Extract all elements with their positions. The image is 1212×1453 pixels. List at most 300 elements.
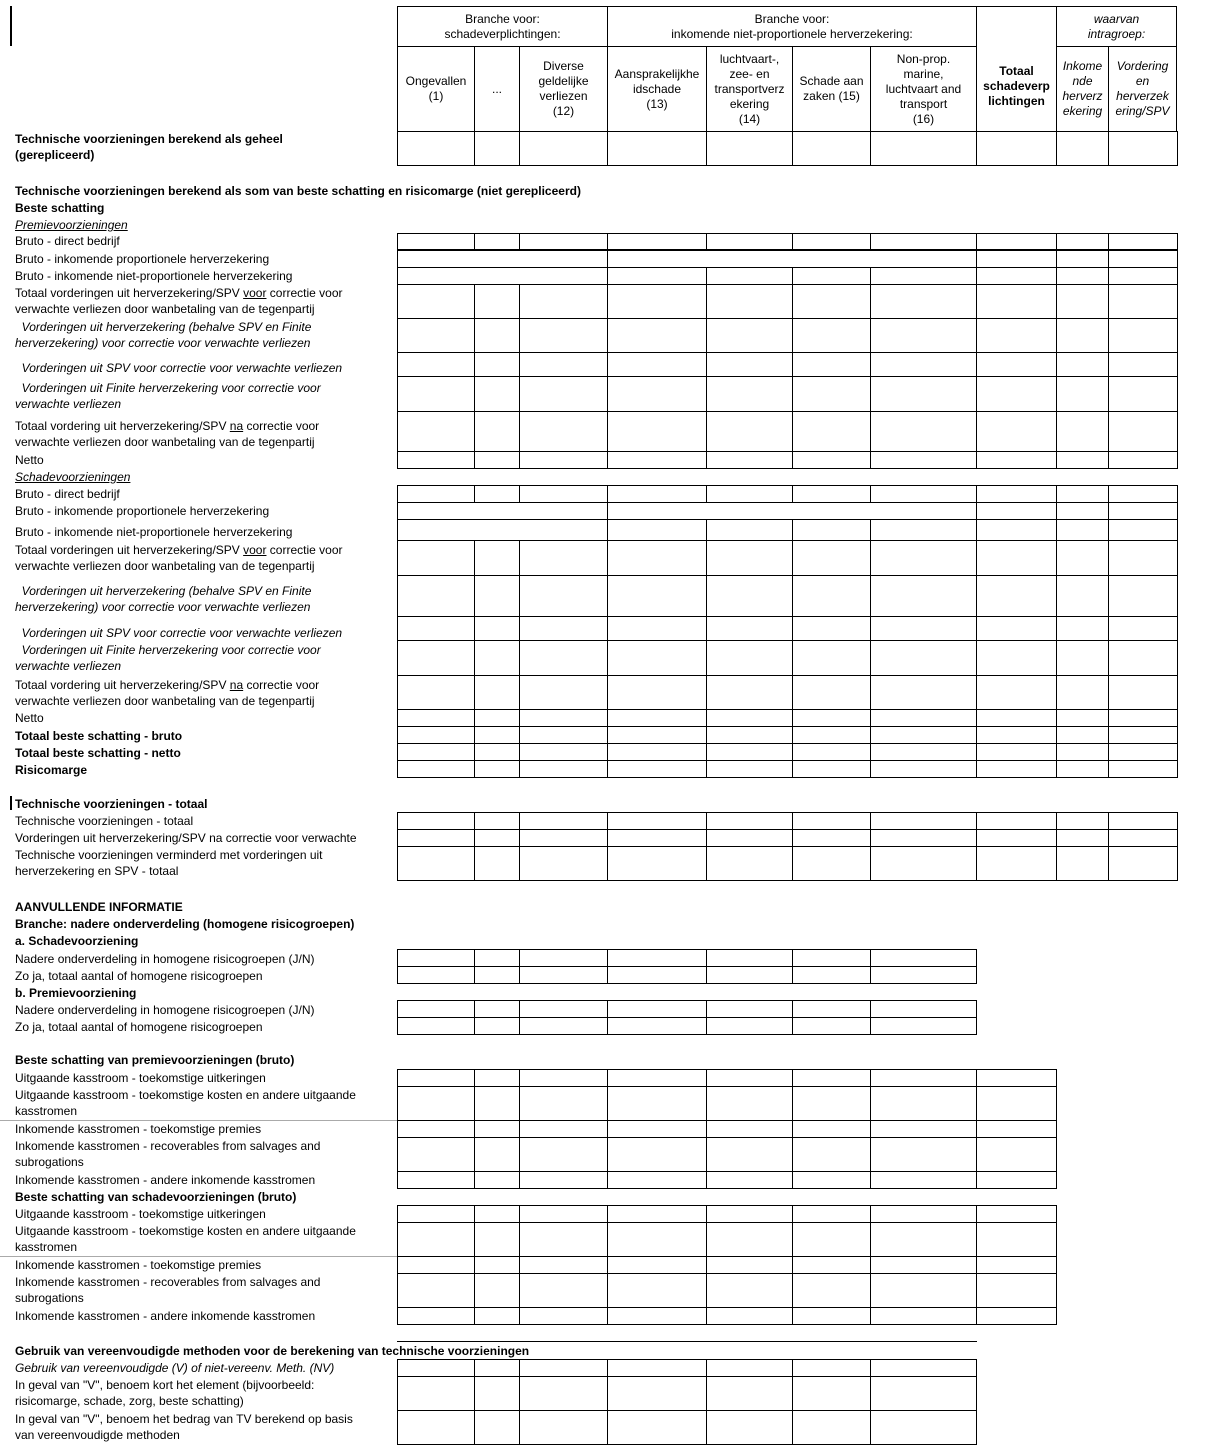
input-cell[interactable] [397,451,475,469]
input-cell[interactable] [1056,352,1109,377]
input-cell[interactable] [474,949,520,967]
input-cell[interactable] [607,1000,707,1018]
input-cell[interactable] [870,760,977,778]
input-cell[interactable] [607,131,707,166]
input-cell[interactable] [1108,726,1178,744]
input-cell[interactable] [474,616,520,641]
input-cell[interactable] [397,411,475,452]
input-cell[interactable] [792,1359,871,1377]
input-cell[interactable] [519,540,608,576]
input-cell[interactable] [870,829,977,847]
input-cell[interactable] [706,1307,793,1325]
input-cell[interactable] [397,1000,475,1018]
input-cell[interactable] [474,1256,520,1274]
input-cell[interactable] [792,640,871,676]
input-cell[interactable] [397,131,475,166]
input-cell[interactable] [870,1000,977,1018]
input-cell[interactable] [792,1069,871,1087]
input-cell[interactable] [397,284,475,319]
input-cell[interactable] [1108,502,1178,520]
input-cell[interactable] [792,540,871,576]
input-cell[interactable] [870,233,977,250]
input-cell[interactable] [1108,575,1178,617]
input-cell[interactable] [706,709,793,727]
input-cell[interactable] [870,318,977,353]
input-cell[interactable] [474,575,520,617]
input-cell[interactable] [1056,451,1109,469]
input-cell[interactable] [519,233,608,250]
input-cell[interactable] [607,376,707,412]
input-cell[interactable] [792,411,871,452]
input-cell[interactable] [1056,675,1109,710]
input-cell[interactable] [607,575,707,617]
input-cell[interactable] [474,1086,520,1121]
input-cell[interactable] [607,1069,707,1087]
input-cell[interactable] [1108,352,1178,377]
input-cell[interactable] [706,519,793,541]
input-cell[interactable] [870,1069,977,1087]
input-cell[interactable] [1056,485,1109,503]
input-cell[interactable] [474,726,520,744]
input-cell[interactable] [792,726,871,744]
input-cell[interactable] [397,376,475,412]
input-cell[interactable] [519,743,608,761]
input-cell[interactable] [1056,640,1109,676]
input-cell[interactable] [1108,616,1178,641]
input-cell[interactable] [792,575,871,617]
input-cell[interactable] [1108,451,1178,469]
input-cell[interactable] [1056,616,1109,641]
input-cell[interactable] [870,1120,977,1138]
input-cell[interactable] [397,1410,475,1445]
input-cell[interactable] [792,485,871,503]
input-cell[interactable] [397,485,475,503]
input-cell[interactable] [870,1376,977,1411]
input-cell[interactable] [976,131,1057,166]
input-cell[interactable] [1056,411,1109,452]
input-cell[interactable] [519,451,608,469]
input-cell[interactable] [607,709,707,727]
input-cell[interactable] [976,1307,1057,1325]
input-cell[interactable] [792,1000,871,1018]
input-cell[interactable] [870,1256,977,1274]
input-cell[interactable] [792,1171,871,1189]
input-cell[interactable] [706,451,793,469]
input-cell[interactable] [706,1273,793,1308]
input-cell[interactable] [474,1376,520,1411]
input-cell[interactable] [397,352,475,377]
input-cell[interactable] [976,616,1057,641]
input-cell[interactable] [792,1120,871,1138]
input-cell[interactable] [1108,829,1178,847]
input-cell[interactable] [519,1222,608,1257]
input-cell[interactable] [607,318,707,353]
input-cell[interactable] [1056,284,1109,319]
input-cell[interactable] [607,966,707,984]
input-cell[interactable] [706,485,793,503]
input-cell[interactable] [474,1410,520,1445]
input-cell[interactable] [706,131,793,166]
input-cell[interactable] [870,352,977,377]
input-cell[interactable] [976,846,1057,881]
input-cell[interactable] [519,131,608,166]
input-cell[interactable] [607,233,707,250]
input-cell[interactable] [870,575,977,617]
input-cell[interactable] [870,675,977,710]
input-cell[interactable] [976,760,1057,778]
input-cell[interactable] [870,519,977,541]
input-cell[interactable] [397,540,475,576]
input-cell[interactable] [870,966,977,984]
input-cell[interactable] [706,1376,793,1411]
input-cell[interactable] [607,485,707,503]
input-cell[interactable] [474,743,520,761]
input-cell[interactable] [607,640,707,676]
input-cell[interactable] [607,829,707,847]
input-cell[interactable] [976,267,1057,285]
input-cell[interactable] [792,233,871,250]
input-cell[interactable] [792,1222,871,1257]
input-cell[interactable] [976,1222,1057,1257]
input-cell[interactable] [607,267,707,285]
input-cell[interactable] [474,966,520,984]
input-cell[interactable] [976,1069,1057,1087]
input-cell[interactable] [976,640,1057,676]
input-cell[interactable] [870,411,977,452]
input-cell[interactable] [792,1376,871,1411]
input-cell[interactable] [519,1307,608,1325]
input-cell[interactable] [792,709,871,727]
input-cell[interactable] [519,1000,608,1018]
input-cell[interactable] [474,1171,520,1189]
input-cell[interactable] [607,1017,707,1035]
input-cell[interactable] [706,267,793,285]
input-cell[interactable] [474,760,520,778]
input-cell[interactable] [706,812,793,830]
input-cell[interactable] [397,1069,475,1087]
input-cell[interactable] [706,352,793,377]
input-cell[interactable] [870,1137,977,1172]
input-cell[interactable] [792,1307,871,1325]
input-cell[interactable] [519,1069,608,1087]
input-cell[interactable] [870,616,977,641]
input-cell[interactable] [519,1273,608,1308]
input-cell[interactable] [519,640,608,676]
input-cell[interactable] [976,411,1057,452]
input-cell[interactable] [792,616,871,641]
input-cell[interactable] [474,1137,520,1172]
input-cell[interactable] [397,575,475,617]
input-cell[interactable] [519,709,608,727]
input-cell[interactable] [976,1273,1057,1308]
input-cell[interactable] [706,1222,793,1257]
input-cell[interactable] [792,376,871,412]
input-cell[interactable] [519,411,608,452]
input-cell[interactable] [976,1137,1057,1172]
input-cell[interactable] [474,318,520,353]
input-cell[interactable] [519,284,608,319]
input-cell[interactable] [1108,376,1178,412]
input-cell[interactable] [397,726,475,744]
input-cell[interactable] [474,1222,520,1257]
input-cell[interactable] [792,1410,871,1445]
input-cell[interactable] [607,616,707,641]
input-cell[interactable] [1108,131,1178,166]
input-cell[interactable] [607,1273,707,1308]
input-cell[interactable] [976,743,1057,761]
input-cell[interactable] [607,675,707,710]
input-cell[interactable] [976,1171,1057,1189]
input-cell[interactable] [474,1205,520,1223]
input-cell[interactable] [706,1205,793,1223]
input-cell[interactable] [706,318,793,353]
input-cell[interactable] [397,616,475,641]
input-cell[interactable] [1056,318,1109,353]
input-cell[interactable] [519,1120,608,1138]
input-cell[interactable] [1056,726,1109,744]
input-cell[interactable] [474,1307,520,1325]
input-cell[interactable] [706,284,793,319]
input-cell[interactable] [397,1171,475,1189]
input-cell[interactable] [706,760,793,778]
input-cell[interactable] [397,949,475,967]
input-cell[interactable] [706,1137,793,1172]
input-cell[interactable] [397,812,475,830]
input-cell[interactable] [519,949,608,967]
input-cell[interactable] [1108,284,1178,319]
input-cell[interactable] [792,318,871,353]
input-cell[interactable] [474,1069,520,1087]
input-cell[interactable] [870,709,977,727]
input-cell[interactable] [474,131,520,166]
input-cell[interactable] [976,709,1057,727]
input-cell[interactable] [792,743,871,761]
input-cell[interactable] [706,1256,793,1274]
input-cell[interactable] [1056,709,1109,727]
input-cell[interactable] [519,1376,608,1411]
input-cell[interactable] [474,812,520,830]
input-cell[interactable] [870,1086,977,1121]
input-cell[interactable] [474,485,520,503]
input-cell[interactable] [607,726,707,744]
input-cell[interactable] [870,1171,977,1189]
input-cell[interactable] [607,540,707,576]
input-cell[interactable] [1056,250,1109,268]
input-cell[interactable] [1056,760,1109,778]
input-cell[interactable] [706,640,793,676]
input-cell[interactable] [976,284,1057,319]
input-cell[interactable] [870,451,977,469]
input-cell[interactable] [519,675,608,710]
input-cell[interactable] [519,1086,608,1121]
input-cell[interactable] [474,1000,520,1018]
input-cell[interactable] [607,1137,707,1172]
input-cell[interactable] [706,949,793,967]
input-cell[interactable] [1056,519,1109,541]
input-cell[interactable] [607,1376,707,1411]
input-cell[interactable] [607,1086,707,1121]
input-cell[interactable] [519,318,608,353]
input-cell[interactable] [607,519,707,541]
input-cell[interactable] [870,1410,977,1445]
input-cell[interactable] [607,352,707,377]
input-cell[interactable] [870,726,977,744]
input-cell[interactable] [474,376,520,412]
input-cell[interactable] [607,1205,707,1223]
input-cell[interactable] [397,1017,475,1035]
input-cell[interactable] [474,640,520,676]
input-cell[interactable] [706,743,793,761]
input-cell[interactable] [976,575,1057,617]
input-cell[interactable] [792,1137,871,1172]
input-cell[interactable] [706,1000,793,1018]
input-cell[interactable] [792,1273,871,1308]
input-cell[interactable] [870,1359,977,1377]
input-cell[interactable] [519,1410,608,1445]
input-cell[interactable] [706,1069,793,1087]
input-cell[interactable] [1108,485,1178,503]
input-cell[interactable] [607,1222,707,1257]
input-cell[interactable] [706,675,793,710]
input-cell[interactable] [607,760,707,778]
input-cell[interactable] [792,949,871,967]
input-cell[interactable] [976,250,1057,268]
input-cell[interactable] [397,1086,475,1121]
input-cell[interactable] [397,1205,475,1223]
input-cell[interactable] [792,1205,871,1223]
input-cell[interactable] [1108,233,1178,250]
input-cell[interactable] [870,485,977,503]
input-cell[interactable] [976,1205,1057,1223]
input-cell[interactable] [607,1171,707,1189]
input-cell[interactable] [519,352,608,377]
input-cell[interactable] [397,502,608,520]
input-cell[interactable] [519,575,608,617]
input-cell[interactable] [792,131,871,166]
input-cell[interactable] [870,846,977,881]
input-cell[interactable] [792,829,871,847]
input-cell[interactable] [607,1120,707,1138]
input-cell[interactable] [1108,250,1178,268]
input-cell[interactable] [474,233,520,250]
input-cell[interactable] [976,318,1057,353]
input-cell[interactable] [792,267,871,285]
input-cell[interactable] [706,540,793,576]
input-cell[interactable] [1108,709,1178,727]
input-cell[interactable] [870,949,977,967]
input-cell[interactable] [792,846,871,881]
input-cell[interactable] [706,726,793,744]
input-cell[interactable] [474,1017,520,1035]
input-cell[interactable] [474,1359,520,1377]
input-cell[interactable] [1108,675,1178,710]
input-cell[interactable] [792,352,871,377]
input-cell[interactable] [397,1376,475,1411]
input-cell[interactable] [976,352,1057,377]
input-cell[interactable] [706,1120,793,1138]
input-cell[interactable] [976,829,1057,847]
input-cell[interactable] [1056,376,1109,412]
input-cell[interactable] [870,1205,977,1223]
input-cell[interactable] [397,1273,475,1308]
input-cell[interactable] [792,966,871,984]
input-cell[interactable] [792,1256,871,1274]
input-cell[interactable] [519,1137,608,1172]
input-cell[interactable] [1056,131,1109,166]
input-cell[interactable] [474,451,520,469]
input-cell[interactable] [706,233,793,250]
input-cell[interactable] [519,966,608,984]
input-cell[interactable] [397,267,608,285]
input-cell[interactable] [519,812,608,830]
input-cell[interactable] [870,1273,977,1308]
input-cell[interactable] [474,540,520,576]
input-cell[interactable] [1108,812,1178,830]
input-cell[interactable] [519,616,608,641]
input-cell[interactable] [474,411,520,452]
input-cell[interactable] [397,1222,475,1257]
input-cell[interactable] [519,485,608,503]
input-cell[interactable] [519,760,608,778]
input-cell[interactable] [607,284,707,319]
input-cell[interactable] [870,812,977,830]
input-cell[interactable] [1108,318,1178,353]
input-cell[interactable] [976,1120,1057,1138]
input-cell[interactable] [792,284,871,319]
input-cell[interactable] [1108,743,1178,761]
input-cell[interactable] [792,451,871,469]
input-cell[interactable] [607,743,707,761]
input-cell[interactable] [519,726,608,744]
input-cell[interactable] [976,519,1057,541]
input-cell[interactable] [870,1017,977,1035]
input-cell[interactable] [607,451,707,469]
input-cell[interactable] [397,966,475,984]
input-cell[interactable] [706,846,793,881]
input-cell[interactable] [607,411,707,452]
input-cell[interactable] [397,318,475,353]
input-cell[interactable] [474,709,520,727]
input-cell[interactable] [519,1256,608,1274]
input-cell[interactable] [607,1410,707,1445]
input-cell[interactable] [706,411,793,452]
input-cell[interactable] [870,1307,977,1325]
input-cell[interactable] [607,250,977,268]
input-cell[interactable] [1056,829,1109,847]
input-cell[interactable] [1056,812,1109,830]
input-cell[interactable] [1108,640,1178,676]
input-cell[interactable] [397,709,475,727]
input-cell[interactable] [870,743,977,761]
input-cell[interactable] [706,1171,793,1189]
input-cell[interactable] [706,966,793,984]
input-cell[interactable] [1108,760,1178,778]
input-cell[interactable] [706,1359,793,1377]
input-cell[interactable] [1108,846,1178,881]
input-cell[interactable] [976,812,1057,830]
input-cell[interactable] [519,829,608,847]
input-cell[interactable] [976,451,1057,469]
input-cell[interactable] [1056,743,1109,761]
input-cell[interactable] [976,675,1057,710]
input-cell[interactable] [870,1222,977,1257]
input-cell[interactable] [1056,267,1109,285]
input-cell[interactable] [1108,540,1178,576]
input-cell[interactable] [1056,575,1109,617]
input-cell[interactable] [397,519,608,541]
input-cell[interactable] [792,812,871,830]
input-cell[interactable] [792,675,871,710]
